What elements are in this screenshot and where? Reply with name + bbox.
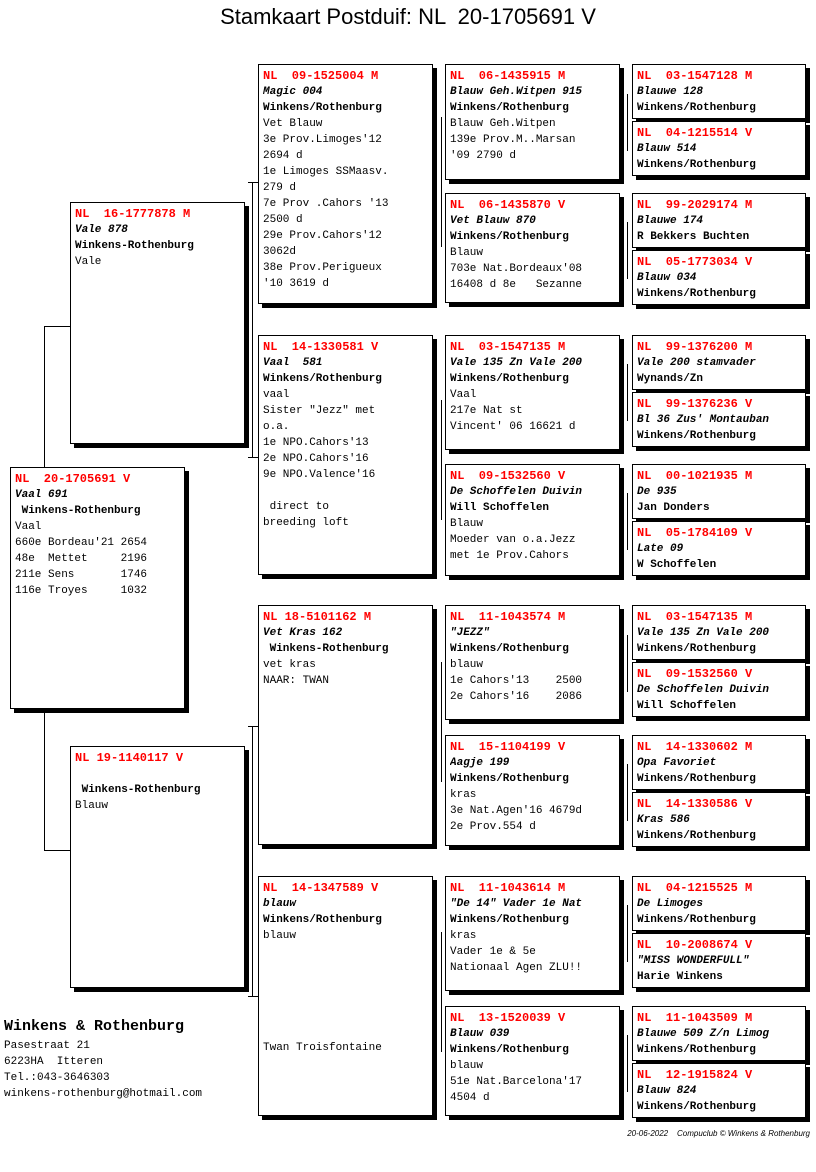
info-line: Vaal: [450, 389, 477, 401]
info-line: 3062d: [263, 246, 297, 258]
pigeon-name: Blauwe 128: [637, 86, 704, 98]
ring-number: NL 03-1547135 M: [637, 610, 753, 624]
info-line: 2e NPO.Cahors'16: [263, 453, 369, 465]
info-line: [263, 944, 428, 960]
info-line: 16408 d 8e Sezanne: [450, 279, 583, 291]
pigeon-name: Kras 586: [637, 814, 690, 826]
info-line: 2694 d: [263, 150, 303, 162]
connector-line: [252, 182, 253, 457]
ring-number: NL 12-1915824 V: [637, 1068, 753, 1082]
pigeon-name: De 935: [637, 486, 677, 498]
connector-line: [627, 94, 628, 151]
connector-line: [627, 222, 628, 279]
ring-number: NL 16-1777878 M: [75, 207, 191, 221]
info-line: NAAR: TWAN: [263, 675, 330, 687]
connector-line: [441, 400, 442, 520]
ring-number: NL 14-1347589 V: [263, 881, 379, 895]
breeder-name: R Bekkers Buchten: [637, 231, 750, 243]
info-line: Blauw: [450, 518, 484, 530]
pigeon-card-ancestor[interactable]: [632, 392, 806, 447]
pigeon-card-ancestor[interactable]: [632, 335, 806, 390]
info-line: 51e Nat.Barcelona'17: [450, 1076, 583, 1088]
ring-number: NL 09-1532560 V: [637, 667, 753, 681]
pigeon-card-great-grandparent[interactable]: [445, 876, 620, 991]
owner-address: Pasestraat 21: [4, 1040, 90, 1052]
breeder-name: Winkens/Rothenburg: [450, 773, 569, 785]
pigeon-card-ancestor[interactable]: [632, 735, 806, 790]
ring-number: NL 14-1330586 V: [637, 797, 753, 811]
pigeon-card-ancestor[interactable]: [632, 1063, 806, 1118]
pigeon-card-ancestor[interactable]: [632, 521, 806, 576]
ring-number: NL 09-1532560 V: [450, 469, 566, 483]
pigeon-card-ancestor[interactable]: [632, 605, 806, 660]
ring-number: NL 99-1376200 M: [637, 340, 753, 354]
pigeon-card-grandparent[interactable]: [258, 876, 433, 1116]
info-line: 4504 d: [450, 1092, 490, 1104]
breeder-name: Winkens/Rothenburg: [450, 373, 569, 385]
ring-number: NL 19-1140117 V: [75, 751, 184, 765]
pigeon-card-ancestor[interactable]: [632, 464, 806, 519]
breeder-name: Winkens/Rothenburg: [450, 643, 569, 655]
breeder-name: W Schoffelen: [637, 559, 717, 571]
pigeon-name: Vale 200 stamvader: [637, 357, 756, 369]
ring-number: NL 09-1525004 M: [263, 69, 379, 83]
info-line: 2e Cahors'16 2086: [450, 691, 583, 703]
info-line: Nationaal Agen ZLU!!: [450, 962, 583, 974]
info-line: 1e NPO.Cahors'13: [263, 437, 369, 449]
ring-number: NL 14-1330602 M: [637, 740, 753, 754]
pigeon-name: De Schoffelen Duivin: [637, 684, 770, 696]
info-line: kras: [450, 789, 477, 801]
ring-number: NL 06-1435915 M: [450, 69, 566, 83]
info-line: 2e Prov.554 d: [450, 821, 536, 833]
breeder-name: Winkens/Rothenburg: [637, 1044, 756, 1056]
pigeon-card-ancestor[interactable]: [632, 876, 806, 931]
info-line: 3e Nat.Agen'16 4679d: [450, 805, 583, 817]
info-line: [75, 766, 240, 782]
connector-line: [44, 710, 45, 850]
ring-number: NL 11-1043509 M: [637, 1011, 753, 1025]
breeder-name: Winkens/Rothenburg: [263, 373, 382, 385]
page-title: Stamkaart Postduif: NL 20-1705691 V: [220, 4, 596, 29]
pigeon-name: De Limoges: [637, 898, 704, 910]
ring-number: NL 99-2029174 M: [637, 198, 753, 212]
ring-number: NL 04-1215525 M: [637, 881, 753, 895]
breeder-name: Winkens/Rothenburg: [637, 430, 756, 442]
connector-line: [441, 932, 442, 1052]
pigeon-card-great-grandparent[interactable]: [445, 464, 620, 576]
pigeon-card-ancestor[interactable]: [632, 193, 806, 248]
info-line: [263, 1008, 428, 1024]
info-line: direct to: [263, 501, 330, 513]
ring-number: NL 13-1520039 V: [450, 1011, 566, 1025]
info-line: [263, 992, 428, 1008]
ring-number: NL 04-1215514 V: [637, 126, 753, 140]
connector-line: [44, 850, 70, 851]
pigeon-name: "MISS WONDERFULL": [637, 955, 750, 967]
info-line: blauw: [450, 1060, 484, 1072]
pigeon-name: De Schoffelen Duivin: [450, 486, 583, 498]
info-line: [263, 483, 428, 499]
info-line: blauw: [263, 930, 297, 942]
connector-line: [248, 457, 258, 458]
info-line: o.a.: [263, 421, 290, 433]
breeder-name: Winkens/Rothenburg: [637, 773, 756, 785]
info-line: 211e Sens 1746: [15, 569, 148, 581]
info-line: Vale: [75, 256, 102, 268]
pigeon-name: Vaal 581: [263, 357, 323, 369]
ring-number: NL 05-1784109 V: [637, 526, 753, 540]
pigeon-name: Vale 878: [75, 224, 128, 236]
ring-number: NL 05-1773034 V: [637, 255, 753, 269]
info-line: met 1e Prov.Cahors: [450, 550, 569, 562]
pigeon-name: Opa Favoriet: [637, 757, 717, 769]
connector-line: [627, 364, 628, 421]
owner-block: [4, 1018, 202, 1104]
pigeon-card-ancestor[interactable]: [632, 662, 806, 717]
pigeon-name: Blauw 824: [637, 1085, 697, 1097]
connector-line: [44, 326, 45, 468]
info-line: Vader 1e & 5e: [450, 946, 536, 958]
pigeon-card-grandparent[interactable]: [258, 605, 433, 845]
info-line: Sister "Jezz" met: [263, 405, 376, 417]
ring-number: NL 11-1043574 M: [450, 610, 566, 624]
breeder-name: Jan Donders: [637, 502, 710, 514]
info-line: Vincent' 06 16621 d: [450, 421, 576, 433]
pigeon-name: Magic 004: [263, 86, 323, 98]
info-line: 29e Prov.Cahors'12: [263, 230, 382, 242]
pigeon-name: Vaal 691: [15, 489, 68, 501]
info-line: 38e Prov.Perigueux: [263, 262, 382, 274]
info-line: [263, 1024, 428, 1040]
info-line: blauw: [450, 659, 484, 671]
pigeon-name: blauw: [263, 898, 297, 910]
info-line: Vaal: [15, 521, 42, 533]
connector-line: [627, 905, 628, 962]
info-line: Blauw: [75, 800, 109, 812]
pigeon-card-sire[interactable]: [70, 202, 245, 444]
owner-phone: Tel.:043-3646303: [4, 1072, 110, 1084]
info-line: '10 3619 d: [263, 278, 330, 290]
info-line: 1e Cahors'13 2500: [450, 675, 583, 687]
connector-line: [248, 182, 258, 183]
info-line: 703e Nat.Bordeaux'08: [450, 263, 583, 275]
info-line: 3e Prov.Limoges'12: [263, 134, 382, 146]
info-line: 217e Nat st: [450, 405, 523, 417]
connector-line: [627, 1035, 628, 1092]
pigeon-card-ancestor[interactable]: [632, 792, 806, 847]
ring-number: NL 99-1376236 V: [637, 397, 753, 411]
ring-number: NL 18-5101162 M: [263, 610, 372, 624]
connector-line: [441, 662, 442, 782]
info-line: breeding loft: [263, 517, 349, 529]
breeder-name: Winkens-Rothenburg: [263, 643, 389, 655]
pigeon-name: Vet Kras 162: [263, 627, 343, 639]
breeder-name: Winkens/Rothenburg: [450, 102, 569, 114]
breeder-name: Will Schoffelen: [450, 502, 550, 514]
breeder-name: Wynands/Zn: [637, 373, 704, 385]
breeder-name: Winkens/Rothenburg: [263, 914, 382, 926]
pigeon-name: Aagje 199: [450, 757, 510, 769]
owner-city: 6223HA Itteren: [4, 1056, 104, 1068]
pigeon-name: Blauw 034: [637, 272, 697, 284]
owner-email: winkens-rothenburg@hotmail.com: [4, 1088, 203, 1100]
pigeon-card-great-grandparent[interactable]: [445, 64, 620, 180]
pigeon-name: Blauwe 509 Z/n Limog: [637, 1028, 770, 1040]
connector-line: [248, 726, 258, 727]
pigeon-name: Vet Blauw 870: [450, 215, 536, 227]
pigeon-card-great-grandparent[interactable]: [445, 735, 620, 846]
info-line: 139e Prov.M..Marsan: [450, 134, 576, 146]
info-line: '09 2790 d: [450, 150, 517, 162]
info-line: vet kras: [263, 659, 316, 671]
pigeon-card-great-grandparent[interactable]: [445, 335, 620, 450]
connector-line: [248, 996, 258, 997]
ring-number: NL 00-1021935 M: [637, 469, 753, 483]
ring-number: NL 10-2008674 V: [637, 938, 753, 952]
breeder-name: Winkens/Rothenburg: [450, 914, 569, 926]
pigeon-card-ancestor[interactable]: [632, 1006, 806, 1061]
breeder-name: Winkens/Rothenburg: [450, 1044, 569, 1056]
breeder-name: Winkens-Rothenburg: [15, 505, 141, 517]
info-line: 1e Limoges SSMaasv.: [263, 166, 389, 178]
pigeon-card-grandparent[interactable]: [258, 335, 433, 575]
ring-number: NL 14-1330581 V: [263, 340, 379, 354]
connector-line: [627, 764, 628, 821]
pigeon-card-great-grandparent[interactable]: [445, 193, 620, 303]
pigeon-card-ancestor[interactable]: [632, 250, 806, 305]
breeder-name: Winkens/Rothenburg: [637, 288, 756, 300]
ring-number: NL 15-1104199 V: [450, 740, 566, 754]
connector-line: [441, 117, 442, 247]
breeder-name: Winkens/Rothenburg: [637, 1101, 756, 1113]
breeder-name: Winkens-Rothenburg: [75, 784, 201, 796]
connector-line: [252, 726, 253, 996]
connector-line: [44, 326, 70, 327]
info-line: Blauw: [450, 247, 484, 259]
info-line: Twan Troisfontaine: [263, 1042, 382, 1054]
pigeon-name: Late 09: [637, 543, 684, 555]
info-line: 116e Troyes 1032: [15, 585, 148, 597]
info-line: [263, 976, 428, 992]
pigeon-name: Vale 135 Zn Vale 200: [450, 357, 583, 369]
footer-credit: 20-06-2022 Compuclub © Winkens & Rothenburg: [627, 1129, 810, 1138]
info-line: 7e Prov .Cahors '13: [263, 198, 389, 210]
breeder-name: Winkens-Rothenburg: [75, 240, 194, 252]
ring-number: NL 03-1547128 M: [637, 69, 753, 83]
pigeon-card-great-grandparent[interactable]: [445, 1006, 620, 1116]
pigeon-name: Blauw Geh.Witpen 915: [450, 86, 583, 98]
ring-number: NL 11-1043614 M: [450, 881, 566, 895]
info-line: [263, 960, 428, 976]
pigeon-card-ancestor[interactable]: [632, 121, 806, 176]
pigeon-name: Blauw 039: [450, 1028, 510, 1040]
info-line: 9e NPO.Valence'16: [263, 469, 376, 481]
breeder-name: Winkens/Rothenburg: [263, 102, 382, 114]
pigeon-card-grandparent[interactable]: [258, 64, 433, 304]
info-line: Moeder van o.a.Jezz: [450, 534, 576, 546]
pigeon-name: "De 14" Vader 1e Nat: [450, 898, 583, 910]
connector-line: [627, 635, 628, 692]
breeder-name: Will Schoffelen: [637, 700, 737, 712]
pigeon-name: Blauwe 174: [637, 215, 704, 227]
pigeon-card-dam[interactable]: [70, 746, 245, 988]
breeder-name: Winkens/Rothenburg: [637, 159, 756, 171]
info-line: vaal: [263, 389, 290, 401]
breeder-name: Winkens/Rothenburg: [637, 643, 756, 655]
connector-line: [627, 493, 628, 550]
pigeon-name: "JEZZ": [450, 627, 490, 639]
info-line: kras: [450, 930, 477, 942]
info-line: Blauw Geh.Witpen: [450, 118, 556, 130]
pigeon-card-great-grandparent[interactable]: [445, 605, 620, 720]
breeder-name: Winkens/Rothenburg: [637, 830, 756, 842]
info-line: 279 d: [263, 182, 297, 194]
info-line: 660e Bordeau'21 2654: [15, 537, 148, 549]
info-line: Vet Blauw: [263, 118, 323, 130]
pigeon-name: Vale 135 Zn Vale 200: [637, 627, 770, 639]
ring-number: NL 06-1435870 V: [450, 198, 566, 212]
breeder-name: Winkens/Rothenburg: [637, 102, 756, 114]
breeder-name: Winkens/Rothenburg: [637, 914, 756, 926]
info-line: 2500 d: [263, 214, 303, 226]
ring-number: NL 20-1705691 V: [15, 472, 131, 486]
pigeon-card-subject[interactable]: [10, 467, 185, 709]
pigeon-card-ancestor[interactable]: [632, 64, 806, 119]
pigeon-card-ancestor[interactable]: [632, 933, 806, 988]
pigeon-name: Blauw 514: [637, 143, 697, 155]
owner-name: Winkens & Rothenburg: [4, 1018, 185, 1035]
info-line: 48e Mettet 2196: [15, 553, 148, 565]
breeder-name: Harie Winkens: [637, 971, 723, 983]
breeder-name: Winkens/Rothenburg: [450, 231, 569, 243]
pigeon-name: Bl 36 Zus' Montauban: [637, 414, 770, 426]
ring-number: NL 03-1547135 M: [450, 340, 566, 354]
